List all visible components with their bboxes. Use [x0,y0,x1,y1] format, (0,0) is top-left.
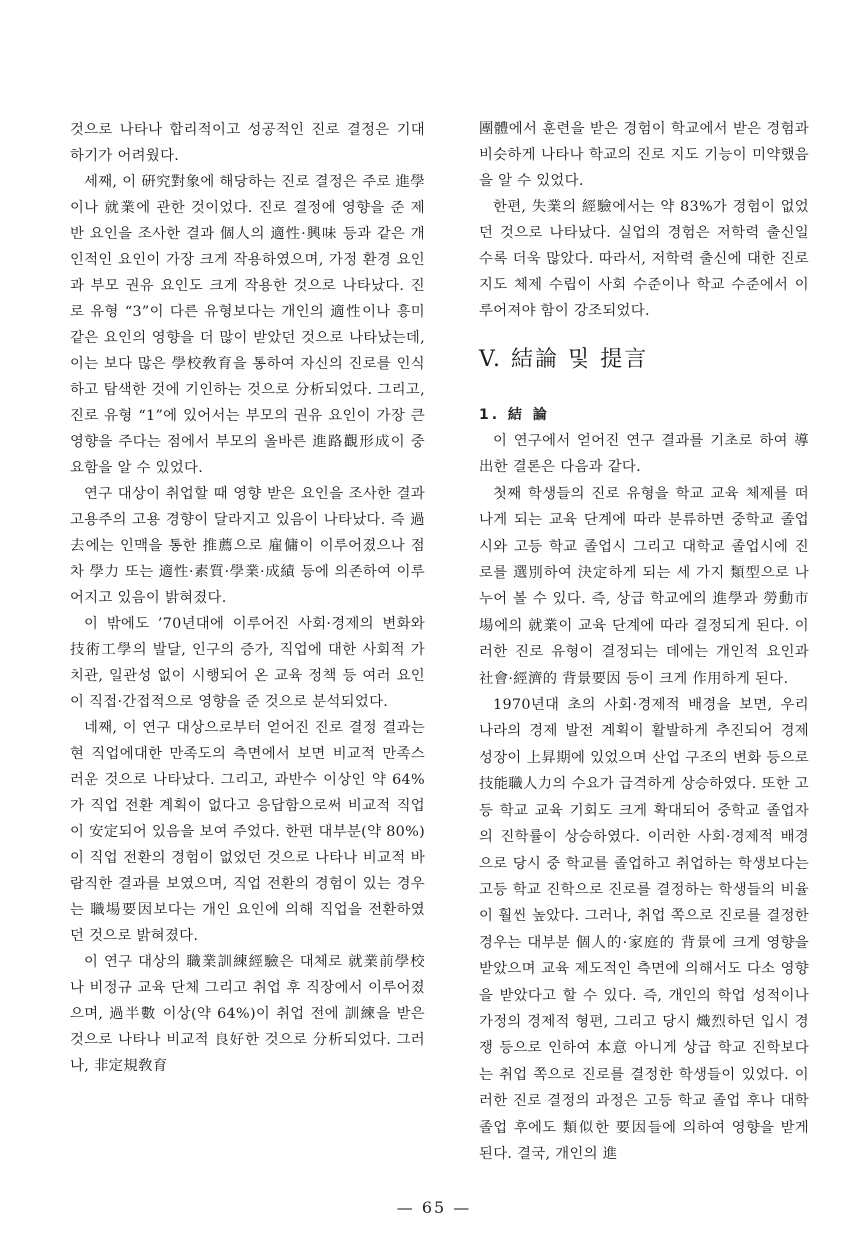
right-paragraph-2: 한편, 失業의 經驗에서는 약 83%가 경험이 없었던 것으로 나타났다. 실업의 경험은 저학력 출신일수록 더욱 많았다. 따라서, 저학력 출신에 대한 진로 지도 체제 수립이 사회 수준이나 학교 수준에서 이루어져야 함이 강조되었다. [479,199,809,319]
subsection-heading: 1. 結 論 [479,407,550,423]
section-title: V. 結論 및 提言 [479,347,649,372]
left-paragraph-3: 연구 대상이 취업할 때 영향 받은 요인을 조사한 결과 고용주의 고용 경향이 달라지고 있음이 나타났다. 즉 過去에는 인맥을 통한 推薦으로 雇傭이 이루어졌으나 점차 學力 또는 適性·素質·學業·成績 등에 의존하여 이루어지고 있음이 밝혀졌다. [70,486,425,606]
left-paragraph-1: 것으로 나타나 합리적이고 성공적인 진로 결정은 기대하기가 어려웠다. [70,122,425,164]
conclusion-paragraph-2: 첫째 학생들의 진로 유형을 학교 교육 체제를 떠나게 되는 교육 단계에 따라 분류하면 중학교 졸업시와 고등 학교 졸업시 그리고 대학교 졸업시에 진로를 選別하여 決定하게 되는 세 가지 類型으로 나누어 볼 수 있다. 즉, 상급 학교에의 進學과 勞動市場에의 就業이 교육 단계에 따라 결정되게 된다. 이러한 진로 유형이 결정되는 데에는 개인적 요인과 社會·經濟的 背景要因 등이 크게 作用하게 된다. [479,485,809,687]
right-paragraph-1: 團體에서 훈련을 받은 경험이 학교에서 받은 경험과 비슷하게 나타나 학교의 진로 지도 기능이 미약했음을 알 수 있었다. [479,121,809,189]
right-column-top [479,116,809,324]
left-paragraph-6: 이 연구 대상의 職業訓練經驗은 대체로 就業前學校나 비정규 교육 단체 그리고 취업 후 직장에서 이루어졌으며, 過半數 이상(약 64%)이 취업 전에 訓練을 받은 것으로 나타나 비교적 良好한 것으로 分析되었다. 그러나, 非定規敎育 [70,954,425,1074]
left-column [70,117,425,1079]
left-paragraph-2: 세째, 이 硏究對象에 해당하는 진로 결정은 주로 進學이나 就業에 관한 것이었다. 진로 결정에 영향을 준 제반 요인을 조사한 결과 個人의 適性·興味 등과 같은 개인적인 요인이 가장 크게 작용하였으며, 가정 환경 요인과 부모 권유 요인도 크게 작용한 것으로 나타났다. 진로 유형 “3”이 다른 유형보다는 개인의 適性이나 흥미 같은 요인의 영향을 더 많이 받았던 것으로 나타났는데, 이는 보다 많은 學校敎育을 통하여 자신의 진로를 인식하고 탐색한 것에 기인하는 것으로 分析되었다. 그리고, 진로 유형 “1”에 있어서는 부모의 권유 요인이 가장 큰 영향을 주다는 점에서 부모의 올바른 進路觀形成이 중요함을 알 수 있었다. [70,174,425,476]
left-paragraph-5: 네째, 이 연구 대상으로부터 얻어진 진로 결정 결과는 현 직업에대한 만족도의 측면에서 보면 비교적 만족스러운 것으로 나타났다. 그리고, 과반수 이상인 약 64%가 직업 전환 계획이 없다고 응답함으로써 비교적 직업이 安定되어 있음을 보여 주었다. 한편 대부분(약 80%)이 직업 전환의 경험이 없었던 것으로 나타나 비교적 바람직한 결과를 보였으며, 직업 전환의 경험이 있는 경우는 職場要因보다는 개인 요인에 의해 직업을 전환하였던 것으로 밝혀졌다. [70,720,425,944]
page-number: — 65 — [396,1198,472,1217]
right-column-bottom [479,428,809,1167]
conclusion-paragraph-1: 이 연구에서 얻어진 연구 결과를 기초로 하여 導出한 결론은 다음과 같다. [479,433,809,476]
left-paragraph-4: 이 밖에도 ’70년대에 이루어진 사회·경제의 변화와 技術工學의 발달, 인구의 증가, 직업에 대한 사회적 가치관, 일관성 없이 시행되어 온 교육 정책 등 여러 요인이 직접·간접적으로 영향을 준 것으로 분석되었다. [70,616,425,710]
conclusion-paragraph-3: 1970년대 초의 사회·경제적 배경을 보면, 우리 나라의 경제 발전 계획이 활발하게 추진되어 경제 성장이 上昇期에 있었으며 산업 구조의 변화 등으로 技能職人力의 수요가 급격하게 상승하였다. 또한 고등 학교 교육 기회도 크게 확대되어 중학교 졸업자의 진학률이 상승하였다. 이러한 사회·경제적 배경으로 당시 중 학교를 졸업하고 취업하는 학생보다는 고등 학교 진학으로 진로를 결정하는 학생들의 비율이 훨씬 높았다. 그러나, 취업 쪽으로 진로를 결정한 경우는 대부분 個人的·家庭的 背景에 크게 영향을 받았으며 교육 제도적인 측면에 의해서도 다소 영향을 받았다고 할 수 있다. 즉, 개인의 학업 성적이나 가정의 경제적 형편, 그리고 당시 熾烈하던 입시 경쟁 등으로 인하여 本意 아니게 상급 학교 진학보다는 취업 쪽으로 진로를 결정한 학생들이 있었다. 이러한 진로 결정의 과정은 고등 학교 졸업 후나 대학 졸업 후에도 類似한 要因들에 의하여 영향을 받게 된다. 결국, 개인의 進 [479,697,809,1162]
